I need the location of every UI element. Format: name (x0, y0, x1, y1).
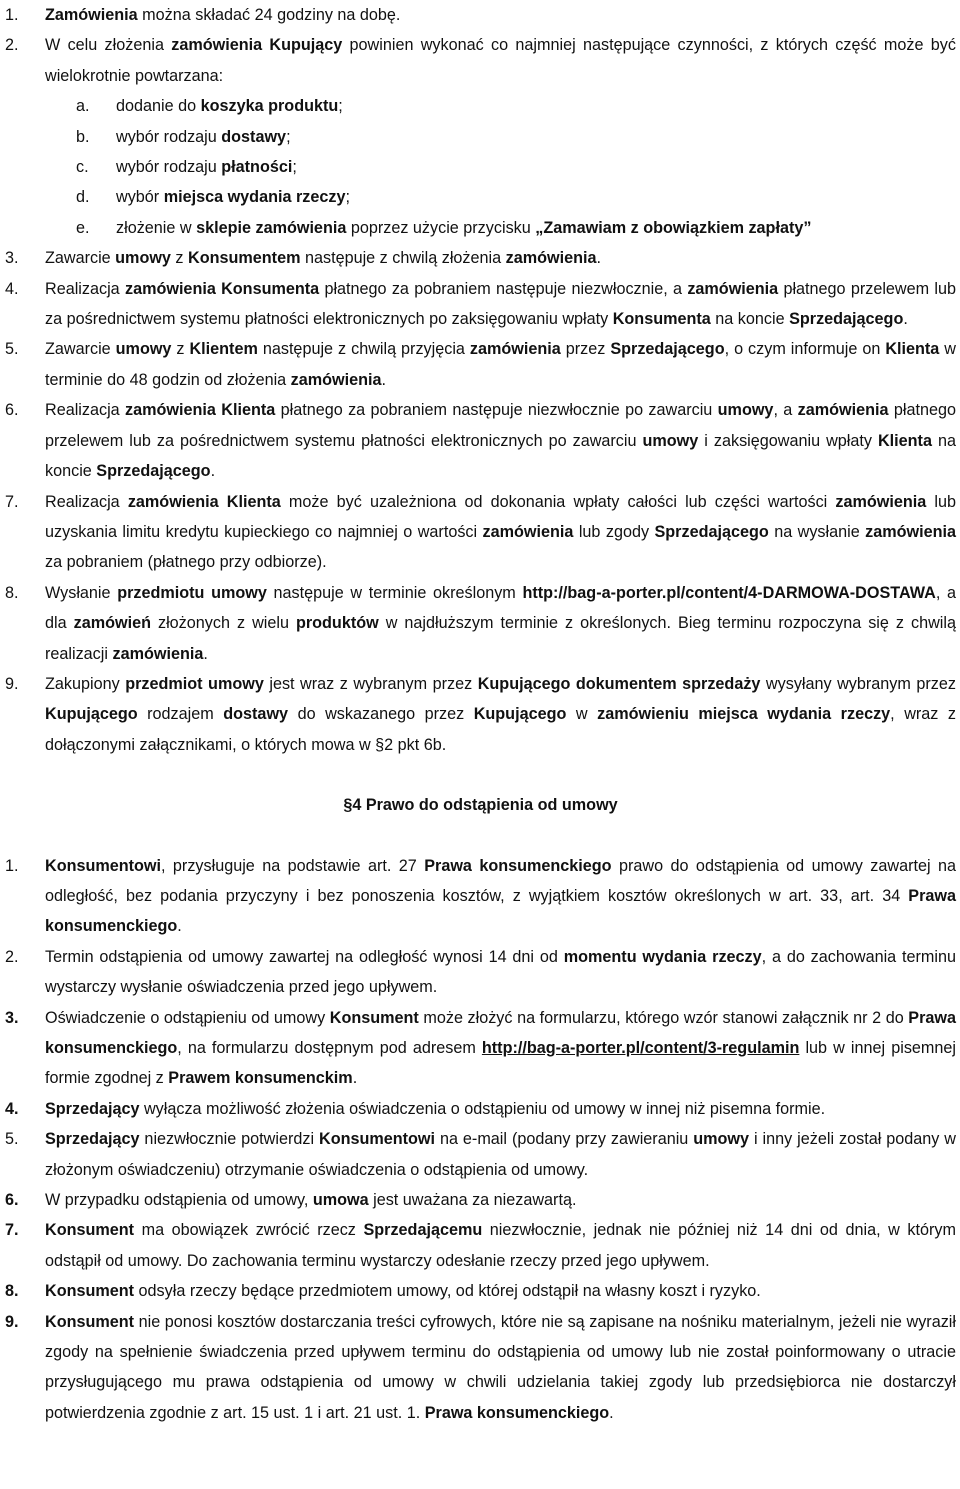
section4-item (5, 1307, 956, 1429)
text-run: lub uzyskania limitu kredytu kupieckiego co najmniej o wartości (45, 492, 956, 541)
text-run: do wskazanego przez (288, 705, 474, 724)
section3-item (5, 334, 956, 395)
text-run: na koncie (45, 431, 956, 481)
text-run: niezwłocznie potwierdzi (139, 1130, 319, 1149)
text-run: Realizacja (45, 401, 126, 420)
bold-term: Prawa konsumenckiego (45, 886, 956, 936)
text-run: następuje z chwilą złożenia (300, 249, 506, 268)
text-run: . (596, 249, 601, 268)
text-run: . (177, 917, 182, 936)
item-text (116, 158, 297, 176)
section3-item (5, 395, 956, 486)
section3-item (5, 243, 956, 273)
bold-term: Konsumentowi (319, 1130, 436, 1149)
text-run: w najdłuższym terminie z określonych. Bieg terminu rozpoczyna się z chwilą realizacji (45, 614, 956, 663)
text-run: wybór rodzaju (116, 127, 222, 146)
item-text (45, 493, 956, 572)
item-text (45, 280, 956, 328)
text-run: Zawarcie (45, 340, 116, 359)
text-run: można składać 24 godziny na dobę. (137, 6, 401, 24)
text-run: . (903, 310, 908, 329)
text-run: nie ponosi kosztów dostarczania treści cyfrowych, które nie są zapisane na nośniku materialnym, jeżeli nie wyraził zgody na spełnienie świadczenia przed upływem terminu do odstąpienia od umowy lub nie został poinformowany o utracie przysługującego mu prawa odstąpienia od umowy w chwili udzielania takiej zgody lub przedsiębiorca nie dostarczył potwierdzenia zgodnie z art. 15 ust. 1 i art. 21 ust. 1. (45, 1312, 956, 1422)
bold-term: Sprzedającego (789, 310, 904, 329)
bold-term: zamówień (73, 614, 151, 633)
bold-term: zamówienia (865, 522, 957, 541)
item-number: 6. (5, 401, 19, 420)
section4-item (5, 942, 956, 1003)
text-run: Termin odstąpienia od umowy zawartej na odległość wynosi 14 dni od (45, 947, 564, 966)
item-number: d. (76, 188, 90, 207)
item-text (45, 249, 601, 267)
item-number: 8. (5, 1282, 19, 1301)
bold-term: zamówienia Klienta (125, 401, 276, 420)
item-number: c. (76, 158, 89, 177)
bold-term: Kupującego (45, 705, 138, 724)
text-run: jest uważana za niezawartą. (368, 1191, 577, 1210)
section3-item (5, 578, 956, 669)
section4-item (5, 1124, 956, 1185)
item-number: 9. (5, 674, 19, 693)
text-run: prawo do odstąpienia od umowy zawartej na odległość, bez podania przyczyny i bez ponoszenia kosztów, z wyjątkiem kosztów określonych w art. 33, art. 34 (45, 856, 956, 905)
text-run: i zaksięgowaniu wpłaty (698, 431, 878, 450)
text-run: dodanie do (116, 97, 201, 116)
text-run: . (210, 462, 216, 481)
bold-term: „Zamawiam z obowiązkiem zapłaty” (535, 218, 812, 237)
bold-term: http://bag-a-porter.pl/content/4-DARMOWA-DOSTAWA (522, 583, 936, 602)
text-run: wysyłany wybranym przez (760, 674, 956, 693)
item-number: 2. (5, 36, 19, 55)
text-run: rodzajem (137, 705, 224, 724)
text-run: W celu złożenia (45, 36, 172, 55)
item-text (45, 36, 956, 84)
item-text (45, 675, 956, 754)
section4-item (5, 851, 956, 942)
bold-term: Prawem konsumenckim (168, 1069, 353, 1088)
bold-term: zamówienia Konsumenta (124, 279, 320, 298)
bold-term: Konsument (45, 1282, 135, 1301)
sub-list-item (5, 91, 956, 121)
section3-list (5, 0, 956, 760)
section4-item (5, 1185, 956, 1215)
bold-term: Prawa konsumenckiego (424, 1403, 610, 1422)
text-run: może złożyć na formularzu, którego wzór stanowi załącznik nr 2 do (418, 1008, 909, 1027)
bold-term: przedmiotu umowy (117, 583, 267, 602)
bold-term: umowy (717, 401, 774, 420)
bold-term: dostawy (223, 705, 289, 724)
bold-term: Kupujący (269, 36, 343, 55)
bold-term: momentu wydania rzeczy (563, 947, 762, 966)
bold-term: Konsument (45, 1221, 135, 1240)
text-run: ; (292, 158, 297, 177)
text-run: Zakupiony (45, 674, 126, 693)
text-run: następuje w terminie określonym (266, 583, 523, 602)
bold-term: zamówienia (482, 522, 574, 541)
section4-item (5, 1094, 956, 1124)
section4-item (5, 1276, 956, 1306)
sub-list-item (5, 122, 956, 152)
item-text (45, 1191, 576, 1209)
bold-term: umowy (115, 249, 171, 268)
bold-term: produktów (295, 614, 379, 633)
bold-term: Konsument (329, 1008, 419, 1027)
bold-term: płatności (221, 158, 293, 177)
text-run: W przypadku odstąpienia od umowy, (45, 1191, 313, 1210)
item-number: 3. (5, 1008, 19, 1027)
bold-term: zamówienia (290, 370, 382, 389)
item-number: e. (76, 218, 90, 237)
item-number: 2. (5, 947, 19, 966)
item-text (45, 948, 956, 996)
bold-term: umowy (642, 431, 699, 450)
bold-term: Kupującego (473, 705, 567, 724)
bold-term: Sprzedającego (654, 522, 769, 541)
text-run: wybór rodzaju (116, 158, 222, 177)
section4-heading: §4 Prawo do odstąpienia od umowy (343, 796, 618, 815)
text-run: Oświadczenie o odstąpieniu od umowy (45, 1008, 330, 1027)
text-run: płatnego za pobraniem następuje niezwłocznie po zawarciu (275, 401, 718, 420)
bold-term: zamówienia (835, 492, 927, 511)
sub-list-item (5, 152, 956, 182)
section4-item (5, 1215, 956, 1276)
bold-term: Konsumentem (188, 249, 301, 268)
text-run: ma obowiązek zwrócić rzecz (134, 1221, 364, 1240)
text-run: , a (773, 401, 798, 420)
bold-term: sklepie zamówienia (196, 218, 347, 237)
section3-item (5, 669, 956, 760)
section3-item (5, 274, 956, 335)
bold-term: Sprzedający (45, 1130, 140, 1149)
bold-term: miejsca wydania rzeczy (163, 188, 346, 207)
text-run: ; (345, 188, 350, 207)
section4-item (5, 1003, 956, 1094)
bold-term: zamówienia Klienta (127, 492, 281, 511)
text-run: płatnego za pobraniem następuje niezwłocznie, a (319, 279, 688, 298)
item-text (45, 1100, 825, 1118)
section4-list (5, 851, 956, 1429)
bold-term: Prawa konsumenckiego (45, 1008, 956, 1057)
bold-term: umowy (693, 1130, 750, 1149)
bold-term: zamówienia (171, 36, 263, 55)
text-run: następuje z chwilą przyjęcia (257, 340, 470, 359)
text-run: na wysłanie (768, 522, 866, 541)
bold-term: przedmiot umowy (125, 674, 264, 693)
text-run: . (609, 1403, 614, 1422)
sub-list (5, 91, 956, 243)
item-text (45, 6, 400, 24)
item-number: 5. (5, 1130, 19, 1149)
text-run: może być uzależniona od dokonania wpłaty całości lub części wartości (280, 492, 836, 511)
text-run: lub zgody (573, 522, 655, 541)
text-run: lub w innej pisemnej formie zgodnej z (45, 1038, 956, 1088)
bold-term: Konsumentowi (45, 856, 162, 875)
section3-item (5, 30, 956, 91)
text-run: przez (560, 340, 611, 359)
text-run: . (381, 370, 387, 389)
bold-term: umowy (115, 340, 172, 359)
item-number: 5. (5, 340, 19, 359)
text-run: , o czym informuje on (724, 340, 886, 359)
text-run: . (352, 1069, 358, 1088)
bold-term: dostawy (221, 127, 287, 146)
text-run: z (171, 340, 190, 359)
text-run: , a dla (45, 583, 956, 633)
item-number: 9. (5, 1312, 19, 1331)
bold-term: Konsumenta (612, 310, 711, 329)
item-text (45, 1009, 956, 1088)
text-run: Realizacja (45, 279, 125, 298)
bold-term: zamówienia (469, 340, 561, 359)
text-run: na koncie (710, 310, 790, 329)
text-run: ; (338, 97, 343, 116)
bold-term: Sprzedającego (96, 462, 211, 481)
text-run: za pobraniem (płatnego przy odbiorze). (45, 553, 327, 572)
text-run: Realizacja (45, 492, 128, 511)
item-number: 4. (5, 279, 19, 298)
sub-list-item (5, 182, 956, 212)
item-text (45, 1313, 956, 1422)
item-number: 6. (5, 1191, 19, 1210)
bold-term: Konsument (45, 1312, 135, 1331)
text-run: wyłącza możliwość złożenia oświadczenia o odstąpieniu od umowy w innej niż pisemna formie. (139, 1099, 826, 1118)
text-run: na e-mail (podany przy zawieraniu (435, 1130, 694, 1149)
text-run: w terminie do 48 godzin od złożenia (45, 340, 956, 389)
text-run: wybór (116, 188, 164, 207)
item-text (45, 340, 956, 388)
bold-term: Prawa konsumenckiego (424, 856, 612, 875)
item-number: 4. (5, 1099, 19, 1118)
regulamin-link[interactable]: http://bag-a-porter.pl/content/3-regulamin (481, 1038, 800, 1057)
item-text (116, 188, 350, 206)
text-run: , wraz z dołączonymi załącznikami, o których mowa w §2 pkt 6b. (45, 705, 956, 754)
text-run: niezwłocznie, jednak nie później niż 14 dni od dnia, w którym odstąpił od umowy. Do zachowania terminu wystarczy odesłanie rzeczy przed jego upływem. (45, 1221, 956, 1270)
text-run: odsyła rzeczy będące przedmiotem umowy, od której odstąpił na własny koszt i ryzyko. (134, 1282, 761, 1301)
section3-item (5, 0, 956, 30)
item-text (45, 857, 956, 936)
text-run: i inny jeżeli został podany w złożonym oświadczeniu) otrzymanie oświadczenia o odstąpienia od umowy. (45, 1130, 956, 1179)
bold-term: Klienta (877, 431, 932, 450)
bold-term: Sprzedający (45, 1099, 140, 1118)
item-text (45, 1282, 761, 1300)
item-number: 3. (5, 249, 19, 268)
item-number: 8. (5, 583, 19, 602)
bold-term: zamówienia (687, 279, 779, 298)
text-run: Wysłanie (45, 583, 118, 602)
item-number: b. (76, 127, 90, 146)
text-run: płatnego przelewem lub za pośrednictwem systemu płatności elektronicznych po zaksięgowaniu wpłaty (45, 279, 956, 329)
item-number: a. (76, 97, 90, 116)
text-run: z (170, 249, 189, 268)
item-text (116, 219, 811, 237)
item-text (116, 128, 291, 146)
item-number: 7. (5, 492, 19, 511)
bold-term: Kupującego dokumentem sprzedaży (477, 674, 761, 693)
sub-list-item (5, 213, 956, 243)
item-text (45, 401, 956, 480)
text-run: , a do zachowania terminu wystarczy wysłanie oświadczenia przed jego upływem. (45, 947, 956, 997)
bold-term: koszyka produktu (200, 97, 339, 116)
item-number: 1. (5, 6, 19, 24)
text-run: , przysługuje na podstawie art. 27 (161, 856, 425, 875)
bold-term: Klienta (885, 340, 940, 359)
bold-term: Klientem (189, 340, 258, 359)
item-number: 1. (5, 856, 19, 875)
section3-item (5, 487, 956, 578)
text-run: złożonych z wielu (150, 614, 296, 633)
item-number: 7. (5, 1221, 19, 1240)
text-run: ; (286, 127, 291, 146)
item-text (45, 584, 956, 663)
bold-term: Sprzedającego (610, 340, 725, 359)
text-run: w (566, 705, 598, 724)
text-run: jest wraz z wybranym przez (263, 674, 478, 693)
bold-term: zamówienia (505, 249, 597, 268)
text-run: . (203, 644, 208, 663)
item-text (45, 1130, 956, 1178)
text-run: Zawarcie (45, 249, 116, 268)
text-run: poprzez użycie przycisku (346, 218, 536, 237)
bold-term: Zamówienia (45, 6, 138, 24)
text-run: , na formularzu dostępnym pod adresem (177, 1038, 482, 1057)
text-run: płatnego przelewem lub za pośrednictwem systemu płatności elektronicznych po zawarciu (45, 401, 957, 450)
text-run: złożenie w (116, 218, 197, 237)
item-text (116, 97, 343, 115)
item-text (45, 1221, 956, 1269)
bold-term: zamówienia (797, 401, 889, 420)
bold-term: umowa (312, 1191, 369, 1210)
bold-term: Sprzedającemu (363, 1221, 483, 1240)
text-run: powinien wykonać co najmniej następujące czynności, z których część może być wielokrotnie powtarzana: (45, 36, 956, 85)
bold-term: zamówieniu miejsca wydania rzeczy (597, 705, 891, 724)
bold-term: zamówienia (112, 644, 204, 663)
